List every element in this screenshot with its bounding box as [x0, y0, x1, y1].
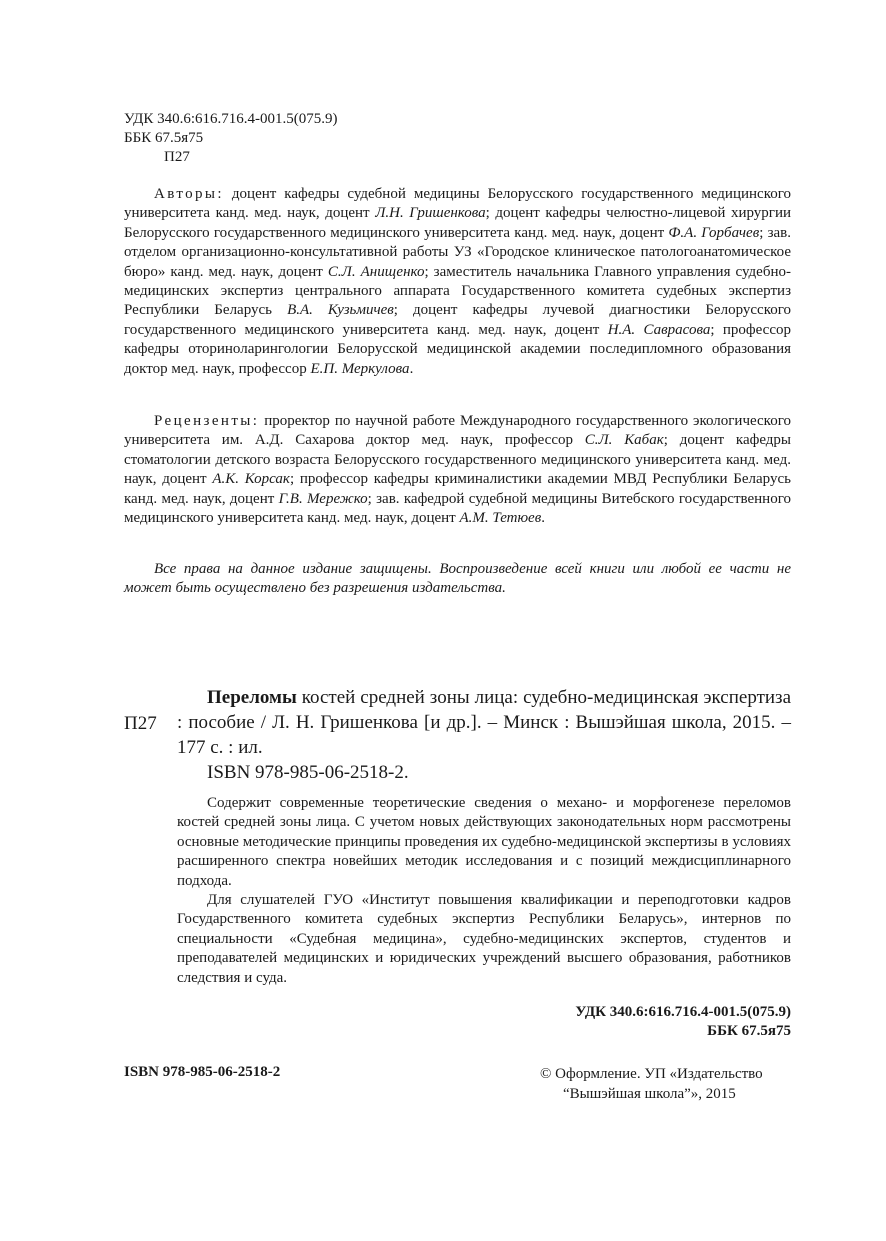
classification-codes — [124, 110, 338, 167]
isbn-footer: ISBN 978-985-06-2518-2 — [124, 1064, 281, 1080]
copyright-line-2: “Вышэйшая школа”», 2015 — [563, 1086, 736, 1102]
authors-paragraph: Авторы: доцент кафедры судебной медицины Белорусского государственного медицинского университета канд. мед. наук, доцент Л.Н. Гришенкова; доцент кафедры челюстно-лицевой хирургии Белорусского государственного медицинского университета канд. мед. наук, доцент Ф.А. Горбачев; зав. отделом организационно-консультативной работы УЗ «Городское клиническое патологоанатомическое бюро» канд. мед. наук, доцент С.Л. Анищенко; заместитель начальника Главного управления судебно-медицинских экспертиз центрального аппарата Государственного комитета судебных экспертиз Республики Беларусь В.А. Кузьмичев; доцент кафедры лучевой диагностики Белорусского государственного медицинского университета канд. мед. наук, доцент Н.А. Саврасова; профессор кафедры оториноларингологии Белорусской медицинской академии последипломного образования доктор мед. наук, профессор Е.П. Меркулова. — [124, 186, 792, 377]
author-name: Е.П. Меркулова — [310, 360, 410, 377]
annotation-paragraph-2: Для слушателей ГУО «Институт повышения квалификации и переподготовки кадров Государственного комитета судебных экспертиз Республики Беларусь», интернов по специальности «Судебная медицина», судебно-медицинских экспертов, студентов и преподавателей медицинских и юридических учреждений высшего образования, работников следствия и суда. — [177, 892, 791, 986]
copyright-line-1: © Оформление. УП «Издательство — [540, 1066, 763, 1082]
bibliography-index: П27 — [124, 713, 157, 734]
reviewer-name: А.М. Тетюев — [459, 510, 542, 527]
reviewers-paragraph: Рецензенты: проректор по научной работе Международного государственного экологического университета им. А.Д. Сахарова доктор мед. наук, профессор С.Л. Кабак; доцент кафедры стоматологии детского возраста Белорусского государственного медицинского университета канд. мед. наук, доцент А.К. Корсак; профессор кафедры криминалистики академии МВД Республики Беларусь канд. мед. наук, доцент Г.В. Мережко; зав. кафедрой судебной медицины Витебского государственного медицинского университета канд. мед. наук, доцент А.М. Тетюев. — [124, 413, 791, 527]
reviewer-name: С.Л. Кабак — [584, 432, 664, 449]
author-name: Н.А. Саврасова — [607, 321, 711, 338]
copyright-notice — [540, 1064, 763, 1104]
author-mark: П27 — [164, 149, 190, 165]
bibliographic-description: Переломы костей средней зоны лица: судебно-медицинская экспертиза : пособие / Л. Н. Гришенкова [и др.]. – Минск : Вышэйшая школа, 2015. – 177 с. : ил. — [177, 687, 791, 758]
footer-udk-code: УДК 340.6:616.716.4-001.5(075.9) — [575, 1004, 791, 1020]
udk-code: УДК 340.6:616.716.4-001.5(075.9) — [124, 111, 338, 127]
author-name: Л.Н. Гришенкова — [375, 205, 486, 222]
bbk-code: ББК 67.5я75 — [124, 130, 204, 146]
author-name: С.Л. Анищенко — [327, 263, 425, 280]
author-name: Ф.А. Горбачев — [668, 224, 760, 241]
reviewer-name: Г.В. Мережко — [278, 490, 368, 507]
authors-label: Авторы: — [154, 186, 224, 202]
footer-classification-codes — [575, 1003, 791, 1041]
author-name: В.А. Кузьмичев — [287, 302, 394, 319]
reviewer-name: А.К. Корсак — [212, 471, 290, 488]
bibliography-isbn: ISBN 978-985-06-2518-2. — [207, 762, 409, 783]
bibliographic-record — [177, 685, 791, 785]
footer-bbk-code: ББК 67.5я75 — [707, 1023, 791, 1039]
reviewers-label: Рецензенты: — [154, 413, 260, 429]
book-title-bold: Переломы — [207, 687, 297, 708]
rights-notice: Все права на данное издание защищены. Воспроизведение всей книги или любой ее части не может быть осуществлено без разрешения издательства. — [124, 561, 791, 597]
annotation-paragraph-1: Содержит современные теоретические сведения о механо- и морфогенезе переломов костей средней зоны лица. С учетом новых действующих законодательных норм рассмотрены основные методические принципы проведения их судебно-медицинской экспертизы в условиях расширенного спектра новейших методик исследования и с позиций междисциплинарного подхода. — [177, 795, 791, 889]
